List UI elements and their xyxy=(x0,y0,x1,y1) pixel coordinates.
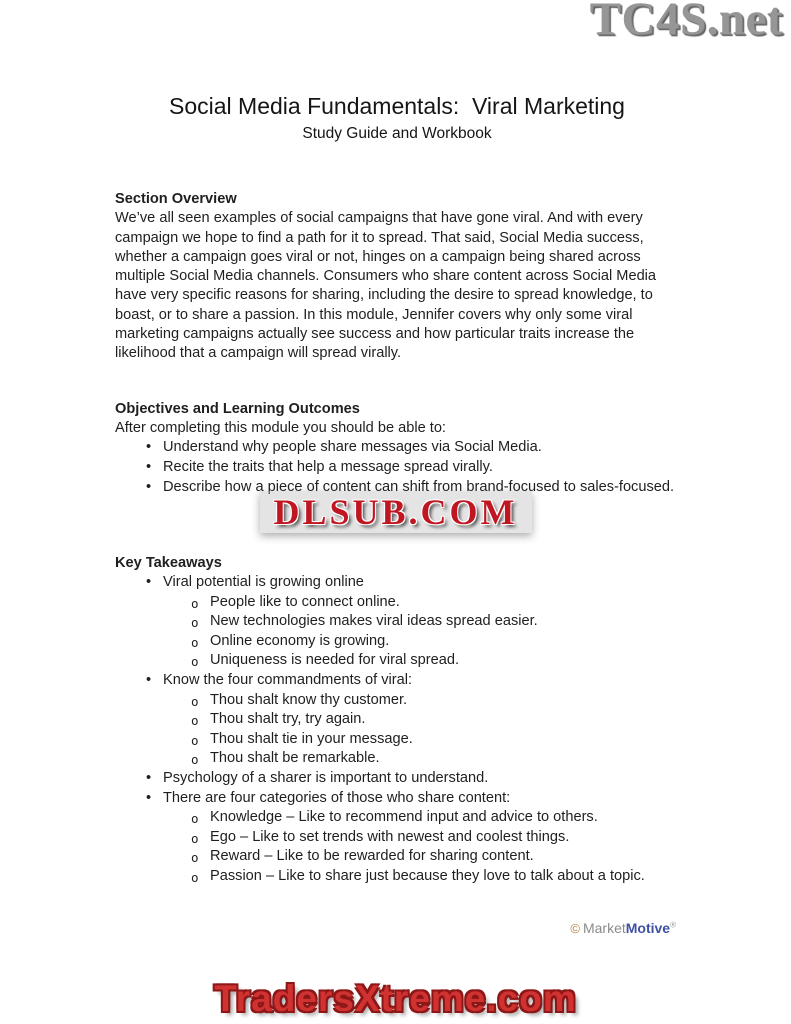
circle-bullet-icon: o xyxy=(191,752,199,768)
list-item-text: Thou shalt try, try again. xyxy=(210,711,366,728)
document-content xyxy=(115,0,679,886)
brand-motive: Motive xyxy=(625,920,671,936)
circle-bullet-icon: o xyxy=(191,634,199,650)
list-item-text: Describe how a piece of content can shift from brand-focused to sales-focused. xyxy=(163,479,675,496)
list-item-text: Reward – Like to be rewarded for sharing content. xyxy=(210,848,534,865)
list-item-text: Thou shalt be remarkable. xyxy=(210,750,380,767)
objectives-heading: Objectives and Learning Outcomes xyxy=(115,400,360,417)
list-item xyxy=(115,769,679,789)
objectives-intro: After completing this module you should be able to: xyxy=(115,419,446,436)
list-item-text: Online economy is growing. xyxy=(210,632,390,649)
registered-icon: ® xyxy=(670,920,676,930)
list-sub-item xyxy=(115,632,679,652)
circle-bullet-icon: o xyxy=(191,850,199,866)
circle-bullet-icon: o xyxy=(191,830,199,846)
list-sub-item xyxy=(115,730,679,750)
list-item-text: New technologies makes viral ideas spread easier. xyxy=(210,613,538,630)
section-overview-heading: Section Overview xyxy=(115,191,237,207)
list-item-text: People like to connect online. xyxy=(210,593,400,610)
list-item-text: Psychology of a sharer is important to understand. xyxy=(163,769,489,786)
list-item-text: Passion – Like to share just because they love to talk about a topic. xyxy=(210,867,645,884)
list-item xyxy=(115,438,679,458)
circle-bullet-icon: o xyxy=(191,732,199,748)
list-sub-item xyxy=(115,691,679,711)
brand-market: Market xyxy=(582,920,626,936)
bullet-icon: • xyxy=(146,769,152,786)
page-subtitle: Study Guide and Workbook xyxy=(302,125,492,142)
bullet-icon: • xyxy=(146,439,152,456)
copyright-icon: © xyxy=(570,921,580,936)
list-item-text: Thou shalt know thy customer. xyxy=(210,691,408,708)
watermark-center: DLSUB.COM xyxy=(259,491,531,533)
watermark-bottom: TradersXtreme.com xyxy=(214,978,577,1019)
list-item-text: Know the four commandments of viral: xyxy=(163,671,413,688)
list-item-text: Uniqueness is needed for viral spread. xyxy=(210,652,460,669)
bullet-icon: • xyxy=(146,789,152,806)
list-sub-item xyxy=(115,867,679,887)
bullet-icon: • xyxy=(146,574,152,591)
list-sub-item xyxy=(115,612,679,632)
circle-bullet-icon: o xyxy=(191,595,199,611)
key-takeaways-heading: Key Takeaways xyxy=(115,554,222,571)
circle-bullet-icon: o xyxy=(191,615,199,631)
list-item xyxy=(115,573,679,593)
list-sub-item xyxy=(115,651,679,671)
section-overview-body: We’ve all seen examples of social campaigns that have gone viral. And with every campaign we hope to find a path for it to spread. That said, Social Media success, whether a campaign goes viral or not, hinges on a campaign being shared across multiple Social Media channels. Consumers who share content across Social Media have very specific reasons for sharing, including the desire to spread knowledge, to boast, or to share a passion. In this module, Jennifer covers why only some viral marketing campaigns actually see success and how particular traits increase the likelihood that a campaign will spread virally. xyxy=(115,210,657,362)
bullet-icon: • xyxy=(146,671,152,688)
key-takeaways-list xyxy=(115,573,679,886)
list-item xyxy=(115,671,679,691)
list-sub-item xyxy=(115,710,679,730)
list-item-text: Knowledge – Like to recommend input and advice to others. xyxy=(210,809,598,826)
watermark-top: TC4S.net xyxy=(589,0,783,45)
list-sub-item xyxy=(115,828,679,848)
bullet-icon: • xyxy=(146,479,152,496)
list-item xyxy=(115,789,679,809)
list-item-text: Understand why people share messages via Social Media. xyxy=(163,439,542,456)
circle-bullet-icon: o xyxy=(191,693,199,709)
list-item-text: Thou shalt tie in your message. xyxy=(210,730,413,747)
list-item xyxy=(115,458,679,478)
circle-bullet-icon: o xyxy=(191,713,199,729)
list-item-text: Recite the traits that help a message spread virally. xyxy=(163,459,493,476)
list-sub-item xyxy=(115,847,679,867)
list-sub-item xyxy=(115,593,679,613)
bullet-icon: • xyxy=(146,459,152,476)
objectives-list xyxy=(115,438,679,497)
list-item-text: There are four categories of those who share content: xyxy=(163,789,511,806)
circle-bullet-icon: o xyxy=(191,654,199,670)
circle-bullet-icon: o xyxy=(191,811,199,827)
list-sub-item xyxy=(115,749,679,769)
list-item-text: Ego – Like to set trends with newest and coolest things. xyxy=(210,828,570,845)
list-item-text: Viral potential is growing online xyxy=(163,574,364,591)
marketmotive-logo xyxy=(570,920,676,936)
circle-bullet-icon: o xyxy=(191,869,199,885)
page-title: Social Media Fundamentals: Viral Marketing xyxy=(169,93,625,119)
list-sub-item xyxy=(115,808,679,828)
